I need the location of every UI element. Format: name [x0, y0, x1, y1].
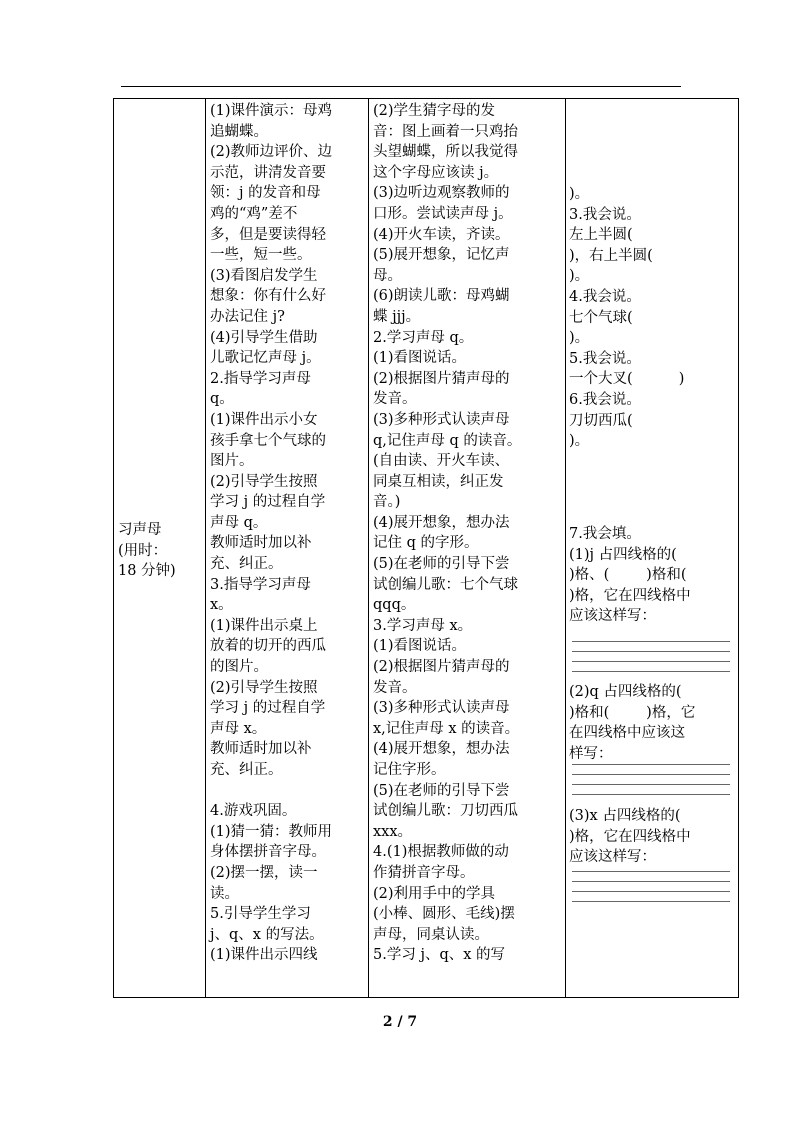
- student-activity-text: (2)学生猜字母的发 音：图上画着一只鸡抬 头望蝴蝶，所以我觉得 这个字母应该读 j。 (3)边听边观察教师的 口形。尝试读声母 j。 (4)开火车读，齐读。 (5)展开想象，记忆声 母。 (6)朗读儿歌：母鸡蝴 蝶 jjj。 2.学习声母 q。 (1)看图说话。 (2)根据图片猜声母的 发音。 (3)多种形式认读声母 q,记住声母 q 的读音。 (自由读、开火车读、 同桌互相读，纠正发 音。) (4)展开想象，想办法 记住 q 的字形。 (5)在老师的引导下尝 试创编儿歌：七个气球 qqq。 3.学习声母 x。 (1)看图说话。 (2)根据图片猜声母的 发音。 (3)多种形式认读声母 x,记住声母 x 的读音。 (4)展开想象，想办法 记住字形。 (5)在老师的引导下尝 试创编儿歌：刀切西瓜 xxx。 4.(1)根据教师做的动 作猜拼音字母。 (2)利用手中的学具 (小棒、圆形、毛线)摆 声母，同桌认读。 5.学习 j、q、x 的写: [373, 103, 522, 964]
- teacher-activity-cell: [206, 99, 369, 997]
- row-label: [118, 520, 176, 582]
- writing-lines-q: [572, 764, 730, 804]
- exercise-cell: [566, 99, 740, 997]
- writing-lines-j: [572, 641, 730, 681]
- exercise-fill-q: (2)q 占四线格的( )格和( )格，它 在四线格中应该这 样写：: [569, 684, 696, 762]
- header-rule: [121, 86, 681, 87]
- row-label-line-2: (用时：: [118, 542, 168, 559]
- teacher-activity-text: (1)课件演示：母鸡 追蝴蝶。 (2)教师边评价、边 示范，讲清发音要 领：j 的发音和母 鸡的“鸡”差不 多，但是要读得轻 一些，短一些。 (3)看图启发学生 想象：你有什么好 办法记住 j? (4)引导学生借助 儿歌记忆声母 j。 2.指导学习声母 q。 (1)课件出示小女 孩手拿七个气球的 图片。 (2)引导学生按照 学习 j 的过程自学 声母 q。 教师适时加以补 充、纠正。 3.指导学习声母 x。 (1)课件出示桌上 放着的切开的西瓜 的图片。 (2)引导学生按照 学习 j 的过程自学 声母 x。 教师适时加以补 充、纠正。 4.游戏巩固。 (1)猜一猜：教师用 身体摆拼音字母。 (2)摆一摆，读一 读。 5.引导学生学习 j、q、x 的写法。 (1)课件出示四线: [210, 103, 333, 964]
- row-label-line-1: 习声母: [118, 522, 162, 538]
- writing-lines-x: [572, 871, 730, 911]
- lesson-table: [113, 98, 739, 998]
- page-number: 2 / 7: [382, 1014, 418, 1030]
- exercise-fill-x: (3)x 占四线格的( )格，它在四线格中 应该这样写：: [569, 808, 691, 866]
- row-label-cell: [114, 99, 206, 997]
- exercise-speaking-items: )。 3.我会说。 左上半圆( )，右上半圆( )。 4.我会说。 七个气球( )。 5.我会说。 一个大叉( ) 6.我会说。 刀切西瓜( )。: [569, 186, 685, 450]
- student-activity-cell: [369, 99, 566, 997]
- exercise-fill-j: 7.我会填。 (1)j 占四线格的( )格、( )格和( )格，它在四线格中 应该这样写：: [569, 526, 691, 625]
- row-label-line-3: 18 分钟): [118, 563, 176, 580]
